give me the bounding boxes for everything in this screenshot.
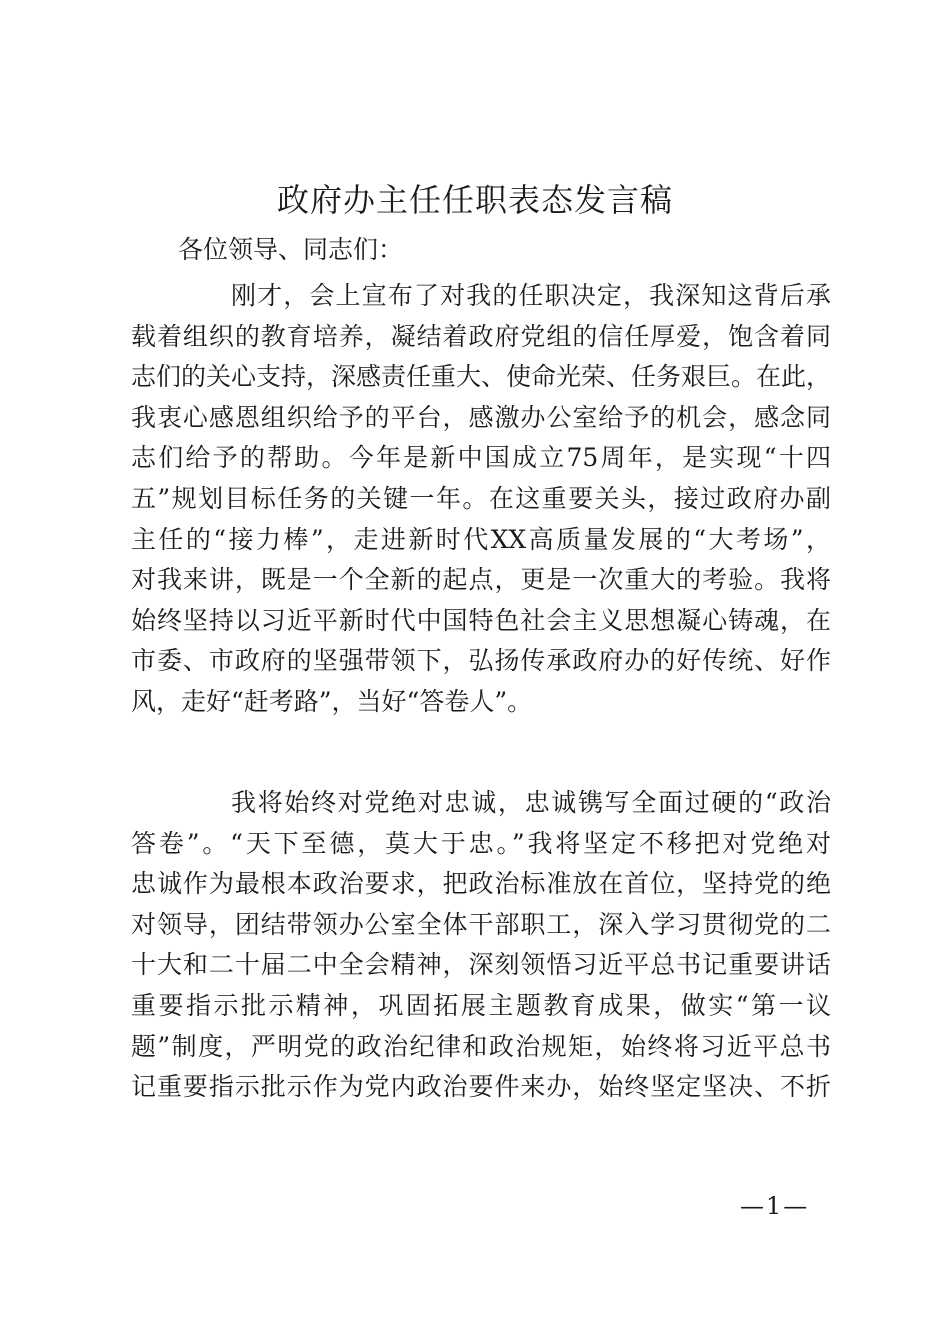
- salutation: 各位领导、同志们：: [178, 235, 404, 264]
- paragraph-1: [131, 276, 831, 723]
- paragraph-line: 市委、市政府的坚强带领下，弘扬传承政府办的好传统、好作: [131, 646, 831, 676]
- paragraph-line: 答卷”。“天下至德，莫大于忠。”我将坚定不移把对党绝对: [131, 828, 831, 858]
- page-number: —1—: [740, 1192, 810, 1220]
- paragraph-line: 主任的“接力棒”，走进新时代XX高质量发展的“大考场”，: [131, 524, 831, 554]
- paragraph-line: 我将始终对党绝对忠诚，忠诚镌写全面过硬的“政治: [231, 788, 831, 817]
- paragraph-line: 志们的关心支持，深感责任重大、使命光荣、任务艰巨。在此，: [131, 362, 832, 392]
- paragraph-line: 记重要指示批示作为党内政治要件来办，始终坚定坚决、不折: [131, 1072, 831, 1102]
- paragraph-2: [131, 783, 831, 1108]
- paragraph-line: 五”规划目标任务的关键一年。在这重要关头，接过政府办副: [131, 483, 831, 513]
- document-title: 政府办主任任职表态发言稿: [276, 181, 673, 219]
- paragraph-line: 重要指示批示精神，巩固拓展主题教育成果，做实“第一议: [131, 990, 831, 1020]
- paragraph-line: 刚才，会上宣布了对我的任职决定，我深知这背后承: [231, 281, 831, 310]
- paragraph-line: 对领导，团结带领办公室全体干部职工，深入学习贯彻党的二: [131, 909, 831, 939]
- paragraph-line: 我衷心感恩组织给予的平台，感激办公室给予的机会，感念同: [131, 402, 831, 432]
- paragraph-line: 志们给予的帮助。今年是新中国成立75周年，是实现“十四: [131, 443, 831, 473]
- paragraph-line: 忠诚作为最根本政治要求，把政治标准放在首位，坚持党的绝: [131, 869, 831, 899]
- paragraph-line: 载着组织的教育培养，凝结着政府党组的信任厚爱，饱含着同: [131, 321, 831, 351]
- paragraph-line: 始终坚持以习近平新时代中国特色社会主义思想凝心铸魂，在: [131, 605, 831, 635]
- paragraph-line: 对我来讲，既是一个全新的起点，更是一次重大的考验。我将: [131, 565, 831, 595]
- paragraph-line: 题”制度，严明党的政治纪律和政治规矩，始终将习近平总书: [131, 1031, 831, 1061]
- paragraph-line: 风，走好“赶考路”，当好“答卷人”。: [131, 686, 533, 716]
- paragraph-line: 十大和二十届二中全会精神，深刻领悟习近平总书记重要讲话: [131, 950, 831, 980]
